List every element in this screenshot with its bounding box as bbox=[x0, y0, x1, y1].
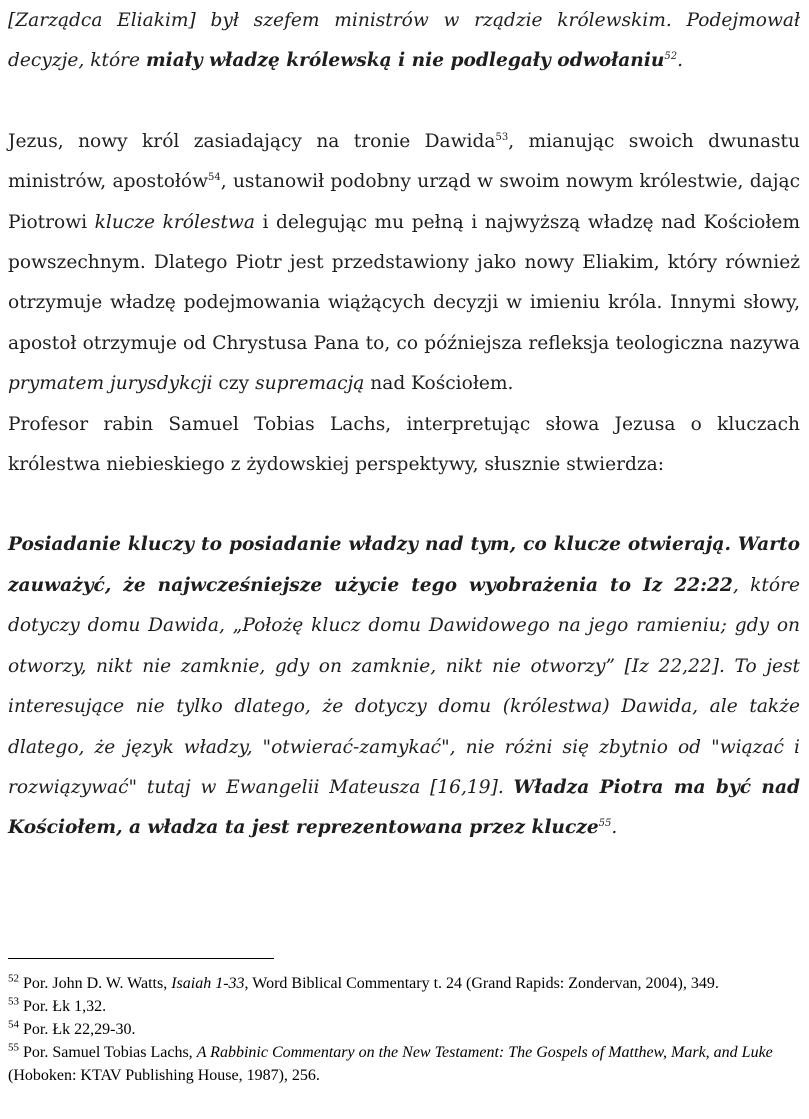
text-run: Jezus, nowy król zasiadający na tronie Dawida bbox=[8, 130, 496, 152]
footnote-54 bbox=[8, 1018, 800, 1041]
italic-run: prymatem jurysdykcji bbox=[8, 373, 213, 395]
text-run: , mianując swoich dwunastu ministrów, apostołów bbox=[8, 130, 800, 193]
text-run: . bbox=[611, 817, 618, 839]
italic-run: supremacją bbox=[255, 373, 365, 395]
footnote-ref-54[interactable]: 54 bbox=[208, 172, 221, 184]
paragraph-gap bbox=[8, 485, 800, 525]
paragraph-gap bbox=[8, 82, 800, 122]
document-page bbox=[8, 0, 800, 849]
bold-run: miały władzę królewską i nie podlegały odwołaniu bbox=[145, 50, 665, 72]
footnote-ref-55[interactable]: 55 bbox=[598, 818, 612, 830]
paragraph-jesus bbox=[8, 122, 800, 405]
block-quote bbox=[8, 525, 800, 848]
footnote-text: , Word Biblical Commentary t. 24 (Grand Rapids: Zondervan, 2004), 349. bbox=[244, 975, 719, 992]
bold-run: Posiadanie kluczy to posiadanie władzy nad tym, co klucze otwierają. Warto zauważyć, że najwcześniejsze użycie tego wyobrażenia to Iz 22:22 bbox=[8, 534, 800, 596]
text-run: , które dotyczy domu Dawida, „Położę klucz domu Dawidowego na jego ramieniu; gdy on otworzy, nikt nie zamknie, gdy on zamknie, nikt nie otworzy” [Iz 22,22]. To jest interesujące nie tylko dlatego, że dotyczy domu (królestwa) Dawida, ale także dlatego, że język władzy, "otwierać-zamykać", nie różni się zbytnio od "wiązać i rozwiązywać" tutaj w Ewangelii Mateusza [16,19]. bbox=[8, 574, 800, 798]
footnote-number: 52 bbox=[8, 972, 19, 985]
footnote-text: Por. Łk 22,29-30. bbox=[19, 1021, 136, 1038]
paragraph-lachs-intro bbox=[8, 405, 800, 486]
footnote-number: 54 bbox=[8, 1018, 19, 1031]
footnotes bbox=[8, 972, 800, 1087]
text-run: czy bbox=[212, 373, 256, 395]
italic-run: klucze królestwa bbox=[94, 211, 255, 233]
text-run: , ustanowił podobny urząd w swoim nowym królestwie, dając Piotrowi bbox=[8, 171, 800, 233]
paragraph-eliakim bbox=[8, 1, 800, 82]
footnote-text: Por. Samuel Tobias Lachs, bbox=[19, 1044, 197, 1061]
footnote-55 bbox=[8, 1041, 800, 1087]
footnote-53 bbox=[8, 995, 800, 1018]
footnote-52 bbox=[8, 972, 800, 995]
footnote-text: Por. Łk 1,32. bbox=[19, 998, 107, 1015]
footnote-text: Por. John D. W. Watts, bbox=[19, 975, 172, 992]
footnote-title: A Rabbinic Commentary on the New Testament: The Gospels of Matthew, Mark, and Luke bbox=[196, 1044, 773, 1061]
text-run: Profesor rabin Samuel Tobias Lachs, interpretując słowa Jezusa o kluczach królestwa niebieskiego z żydowskiej perspektywy, słusznie stwierdza: bbox=[8, 413, 800, 476]
footnote-separator bbox=[8, 958, 274, 959]
text-run: . bbox=[677, 50, 684, 72]
footnote-ref-53[interactable]: 53 bbox=[495, 131, 509, 143]
footnote-number: 53 bbox=[8, 995, 19, 1008]
text-run: nad Kościołem. bbox=[364, 373, 514, 395]
footnote-text: (Hoboken: KTAV Publishing House, 1987), 256. bbox=[8, 1067, 320, 1084]
text-run: [Zarządca Eliakim] był szefem ministrów w rządzie królewskim. Podejmował decyzje, które bbox=[8, 10, 800, 72]
footnote-ref-52[interactable]: 52 bbox=[664, 51, 678, 63]
footnote-number: 55 bbox=[8, 1041, 19, 1054]
footnote-title: Isaiah 1-33 bbox=[171, 975, 245, 992]
text-run: i delegując mu pełną i najwyższą władzę nad Kościołem powszechnym. Dlatego Piotr jest przedstawiony jako nowy Eliakim, który również otrzymuje władzę podejmowania wiążących decyzji w imieniu króla. Innymi słowy, apostoł otrzymuje od Chrystusa Pana to, co późniejsza refleksja teologiczna nazywa bbox=[8, 211, 800, 354]
bold-run: Władza Piotra ma być nad Kościołem, a władza ta jest reprezentowana przez klucze bbox=[8, 776, 800, 839]
